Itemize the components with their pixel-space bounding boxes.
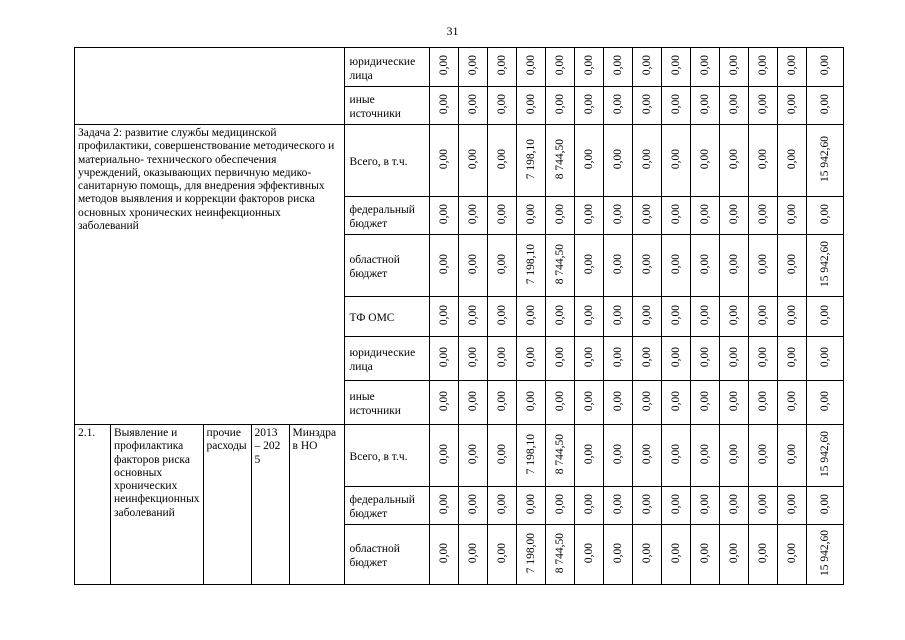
value-cell: 0,00 xyxy=(611,203,624,225)
value-cell: 0,00 xyxy=(698,443,711,465)
value-cell: 0,00 xyxy=(756,390,769,412)
value-cell: 0,00 xyxy=(640,148,653,170)
value-cell: 0,00 xyxy=(698,542,711,564)
value-cell: 0,00 xyxy=(756,304,769,326)
value-cell: 0,00 xyxy=(466,346,479,368)
value-cell: 0,00 xyxy=(698,493,711,515)
value-cell: 0,00 xyxy=(495,203,508,225)
value-cell: 0,00 xyxy=(698,390,711,412)
value-cell: 0,00 xyxy=(818,203,831,225)
value-cell: 0,00 xyxy=(495,93,508,115)
value-cell: 0,00 xyxy=(437,443,450,465)
value-cell: 0,00 xyxy=(611,542,624,564)
value-cell: 15 942,60 xyxy=(818,136,831,182)
value-cell: 0,00 xyxy=(495,390,508,412)
value-cell: 0,00 xyxy=(611,493,624,515)
value-cell: 0,00 xyxy=(785,304,798,326)
value-cell: 0,00 xyxy=(437,390,450,412)
value-cell: 0,00 xyxy=(640,304,653,326)
source-label: юридические лица xyxy=(344,337,429,381)
value-cell: 0,00 xyxy=(553,55,566,76)
value-cell: 0,00 xyxy=(466,304,479,326)
value-cell: 0,00 xyxy=(640,390,653,412)
value-cell: 0,00 xyxy=(640,346,653,368)
value-cell: 15 942,60 xyxy=(818,431,831,477)
value-cell: 0,00 xyxy=(727,493,740,515)
value-cell: 0,00 xyxy=(727,304,740,326)
value-cell: 0,00 xyxy=(698,148,711,170)
value-cell: 0,00 xyxy=(582,346,595,368)
value-cell: 0,00 xyxy=(466,55,479,76)
value-cell: 0,00 xyxy=(698,203,711,225)
value-cell: 0,00 xyxy=(437,304,450,326)
value-cell: 0,00 xyxy=(582,93,595,115)
value-cell: 0,00 xyxy=(756,443,769,465)
source-label: федеральный бюджет xyxy=(344,487,429,525)
value-cell: 15 942,60 xyxy=(818,530,831,576)
source-label: Всего, в т.ч. xyxy=(344,425,429,487)
value-cell: 0,00 xyxy=(669,304,682,326)
value-cell: 0,00 xyxy=(495,542,508,564)
value-cell: 0,00 xyxy=(669,55,682,76)
value-cell: 0,00 xyxy=(582,148,595,170)
value-cell: 0,00 xyxy=(727,346,740,368)
value-cell: 0,00 xyxy=(437,493,450,515)
empty-header-cell xyxy=(75,48,345,125)
value-cell: 0,00 xyxy=(437,203,450,225)
page-number: 31 xyxy=(446,24,459,38)
source-label: иные источники xyxy=(344,87,429,125)
value-cell: 0,00 xyxy=(524,390,537,412)
period: 2013 – 2025 xyxy=(251,425,289,585)
value-cell: 0,00 xyxy=(553,93,566,115)
task-2-description: Задача 2: развитие службы медицинской профилактики, совершенствование методического и материально- технического обеспечения учреждений, оказывающих первичную медико-санитарную помощь, для внедрения эффективных методов выявления и коррекции факторов риска основных хронических неинфекционных заболеваний xyxy=(75,125,345,425)
value-cell: 0,00 xyxy=(698,253,711,275)
value-cell: 0,00 xyxy=(553,390,566,412)
value-cell: 8 744,50 xyxy=(553,433,566,475)
value-cell: 0,00 xyxy=(669,390,682,412)
value-cell: 0,00 xyxy=(785,203,798,225)
source-label: областной бюджет xyxy=(344,235,429,297)
value-cell: 0,00 xyxy=(698,346,711,368)
value-cell: 0,00 xyxy=(785,93,798,115)
value-cell: 0,00 xyxy=(756,148,769,170)
value-cell: 0,00 xyxy=(611,346,624,368)
value-cell: 0,00 xyxy=(582,203,595,225)
value-cell: 0,00 xyxy=(553,203,566,225)
value-cell: 0,00 xyxy=(756,493,769,515)
value-cell: 0,00 xyxy=(640,443,653,465)
value-cell: 0,00 xyxy=(466,493,479,515)
value-cell: 0,00 xyxy=(727,148,740,170)
value-cell: 0,00 xyxy=(727,203,740,225)
value-cell: 7 198,00 xyxy=(524,532,537,574)
table-row xyxy=(75,125,844,197)
value-cell: 0,00 xyxy=(466,390,479,412)
value-cell: 0,00 xyxy=(582,390,595,412)
value-cell: 0,00 xyxy=(669,346,682,368)
expense-type: прочие расходы xyxy=(203,425,251,585)
value-cell: 0,00 xyxy=(818,304,831,326)
value-cell: 0,00 xyxy=(640,493,653,515)
value-cell: 0,00 xyxy=(785,542,798,564)
item-number: 2.1. xyxy=(75,425,111,585)
value-cell: 0,00 xyxy=(669,493,682,515)
value-cell: 0,00 xyxy=(727,93,740,115)
value-cell: 0,00 xyxy=(582,304,595,326)
value-cell: 0,00 xyxy=(611,93,624,115)
value-cell: 0,00 xyxy=(785,55,798,76)
table-row xyxy=(75,48,844,87)
value-cell: 0,00 xyxy=(818,390,831,412)
value-cell: 0,00 xyxy=(524,304,537,326)
value-cell: 8 744,50 xyxy=(553,532,566,574)
value-cell: 0,00 xyxy=(727,253,740,275)
item-name: Выявление и профилактика факторов риска основных хронических неинфекционных заболеваний xyxy=(111,425,204,585)
value-cell: 0,00 xyxy=(669,542,682,564)
value-cell: 0,00 xyxy=(495,443,508,465)
source-label: Всего, в т.ч. xyxy=(344,125,429,197)
value-cell: 0,00 xyxy=(727,55,740,76)
value-cell: 0,00 xyxy=(466,203,479,225)
value-cell: 0,00 xyxy=(466,93,479,115)
value-cell: 0,00 xyxy=(611,443,624,465)
value-cell: 0,00 xyxy=(466,148,479,170)
value-cell: 0,00 xyxy=(756,203,769,225)
value-cell: 0,00 xyxy=(495,346,508,368)
value-cell: 0,00 xyxy=(669,443,682,465)
source-label: юридические лица xyxy=(344,48,429,87)
funding-table xyxy=(74,47,844,585)
value-cell: 0,00 xyxy=(466,253,479,275)
value-cell: 0,00 xyxy=(669,253,682,275)
value-cell: 0,00 xyxy=(640,542,653,564)
value-cell: 0,00 xyxy=(669,203,682,225)
value-cell: 0,00 xyxy=(611,390,624,412)
executor: Минздрав НО xyxy=(289,425,344,585)
value-cell: 0,00 xyxy=(437,148,450,170)
source-label: ТФ ОМС xyxy=(344,297,429,337)
value-cell: 0,00 xyxy=(582,542,595,564)
value-cell: 0,00 xyxy=(495,493,508,515)
value-cell: 0,00 xyxy=(640,55,653,76)
value-cell: 0,00 xyxy=(553,304,566,326)
value-cell: 0,00 xyxy=(818,55,831,76)
value-cell: 0,00 xyxy=(698,55,711,76)
value-cell: 0,00 xyxy=(818,493,831,515)
value-cell: 0,00 xyxy=(553,346,566,368)
value-cell: 0,00 xyxy=(437,542,450,564)
value-cell: 0,00 xyxy=(727,390,740,412)
value-cell: 0,00 xyxy=(785,390,798,412)
value-cell: 0,00 xyxy=(495,148,508,170)
value-cell: 0,00 xyxy=(553,493,566,515)
value-cell: 0,00 xyxy=(611,55,624,76)
value-cell: 0,00 xyxy=(785,493,798,515)
source-label: иные источники xyxy=(344,381,429,425)
value-cell: 0,00 xyxy=(756,93,769,115)
value-cell: 0,00 xyxy=(524,203,537,225)
value-cell: 0,00 xyxy=(727,443,740,465)
value-cell: 0,00 xyxy=(727,542,740,564)
source-label: областной бюджет xyxy=(344,525,429,585)
source-label: федеральный бюджет xyxy=(344,197,429,235)
value-cell: 0,00 xyxy=(640,93,653,115)
value-cell: 0,00 xyxy=(756,542,769,564)
value-cell: 0,00 xyxy=(524,93,537,115)
value-cell: 0,00 xyxy=(495,304,508,326)
value-cell: 15 942,60 xyxy=(818,241,831,287)
value-cell: 0,00 xyxy=(785,148,798,170)
value-cell: 0,00 xyxy=(466,542,479,564)
value-cell: 0,00 xyxy=(640,253,653,275)
value-cell: 0,00 xyxy=(611,304,624,326)
value-cell: 0,00 xyxy=(524,55,537,76)
value-cell: 0,00 xyxy=(698,304,711,326)
value-cell: 0,00 xyxy=(582,443,595,465)
value-cell: 0,00 xyxy=(437,253,450,275)
value-cell: 0,00 xyxy=(756,253,769,275)
value-cell: 0,00 xyxy=(669,148,682,170)
value-cell: 0,00 xyxy=(437,55,450,76)
value-cell: 0,00 xyxy=(437,346,450,368)
value-cell: 0,00 xyxy=(524,493,537,515)
value-cell: 0,00 xyxy=(524,346,537,368)
value-cell: 0,00 xyxy=(611,253,624,275)
value-cell: 0,00 xyxy=(466,443,479,465)
value-cell: 0,00 xyxy=(582,493,595,515)
value-cell: 0,00 xyxy=(669,93,682,115)
value-cell: 0,00 xyxy=(495,55,508,76)
value-cell: 0,00 xyxy=(756,346,769,368)
value-cell: 0,00 xyxy=(756,55,769,76)
value-cell: 8 744,50 xyxy=(553,138,566,180)
value-cell: 0,00 xyxy=(698,93,711,115)
value-cell: 7 198,10 xyxy=(524,243,537,285)
value-cell: 7 198,10 xyxy=(524,433,537,475)
value-cell: 0,00 xyxy=(611,148,624,170)
value-cell: 0,00 xyxy=(582,253,595,275)
value-cell: 0,00 xyxy=(818,346,831,368)
value-cell: 0,00 xyxy=(818,93,831,115)
value-cell: 0,00 xyxy=(785,346,798,368)
value-cell: 0,00 xyxy=(785,443,798,465)
value-cell: 0,00 xyxy=(785,253,798,275)
value-cell: 0,00 xyxy=(495,253,508,275)
value-cell: 0,00 xyxy=(640,203,653,225)
value-cell: 8 744,50 xyxy=(553,243,566,285)
value-cell: 0,00 xyxy=(437,93,450,115)
value-cell: 0,00 xyxy=(582,55,595,76)
table-row xyxy=(75,425,844,487)
value-cell: 7 198,10 xyxy=(524,138,537,180)
